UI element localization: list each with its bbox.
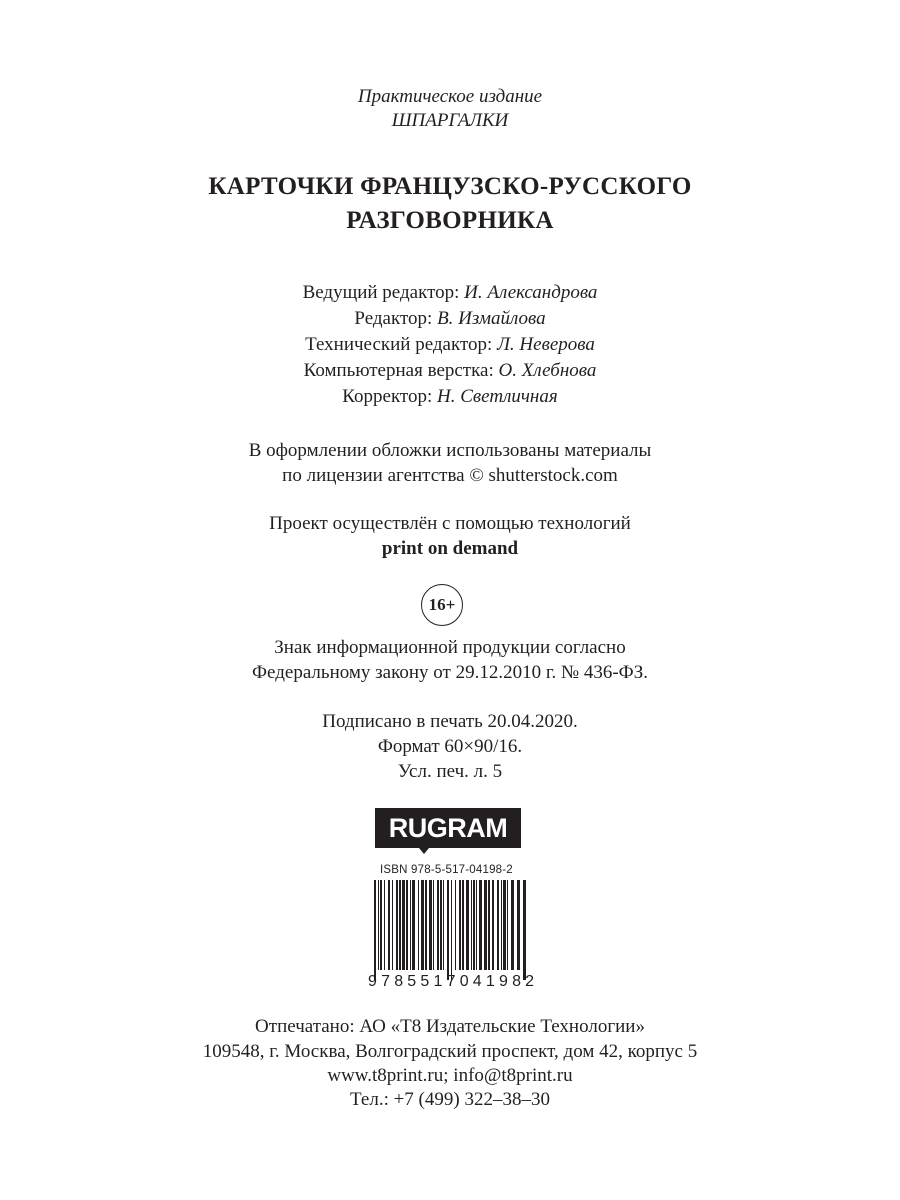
barcode-bar	[523, 880, 526, 980]
cover-note-line2: по лицензии агентства © shutterstock.com	[282, 465, 618, 486]
barcode-bar	[399, 880, 401, 970]
rugram-logo: RUGRAM	[375, 808, 521, 848]
barcode-bar	[476, 880, 477, 970]
barcode-bar	[402, 880, 405, 970]
credit-line	[0, 280, 900, 306]
barcode-bar	[384, 880, 385, 970]
barcode-bar	[388, 880, 390, 970]
book-title-line2: РАЗГОВОРНИКА	[346, 207, 554, 234]
format: Формат 60×90/16.	[377, 736, 523, 757]
barcode-bar	[497, 880, 499, 970]
barcode-bar	[378, 880, 379, 970]
series-name: ШПАРГАЛКИ	[391, 110, 509, 131]
barcode-bar	[406, 880, 408, 970]
credit-line	[0, 306, 900, 332]
barcode-bar	[412, 880, 415, 970]
credit-role: Редактор:	[354, 308, 438, 329]
credit-name: В. Измайлова	[437, 308, 546, 329]
law-note-line2: Федеральному закону от 29.12.2010 г. № 436-ФЗ.	[252, 662, 648, 683]
series-type: Практическое издание	[357, 86, 543, 107]
barcode-bar	[466, 880, 469, 970]
barcode-bar	[392, 880, 393, 970]
credit-role: Технический редактор:	[305, 334, 498, 355]
barcode-bar	[429, 880, 432, 970]
credit-name: О. Хлебнова	[498, 360, 597, 381]
barcode-bar	[425, 880, 427, 970]
barcode-bar	[410, 880, 411, 970]
credit-role: Компьютерная верстка:	[303, 360, 499, 381]
barcode-bar	[451, 880, 452, 980]
barcode-bar	[511, 880, 514, 970]
book-title-line1: КАРТОЧКИ ФРАНЦУЗСКО-РУССКОГО	[208, 173, 692, 200]
barcode-bar	[455, 880, 456, 970]
barcode	[374, 880, 532, 980]
barcode-bar	[443, 880, 444, 970]
barcode-bar	[462, 880, 464, 970]
barcode-bar	[396, 880, 398, 970]
barcode-bar	[440, 880, 442, 970]
barcode-bar	[374, 880, 376, 980]
print-sheets: Усл. печ. л. 5	[397, 761, 503, 782]
barcode-bar	[437, 880, 439, 970]
barcode-bar	[380, 880, 382, 970]
credit-role: Ведущий редактор:	[302, 282, 465, 303]
credit-name: Н. Светличная	[437, 386, 558, 407]
printer-line3: www.t8print.ru; info@t8print.ru	[327, 1065, 573, 1086]
project-line2: print on demand	[381, 538, 519, 559]
barcode-bar	[418, 880, 419, 970]
barcode-bar	[433, 880, 434, 970]
barcode-bar	[507, 880, 508, 970]
barcode-bar	[517, 880, 520, 970]
barcode-bar	[492, 880, 494, 970]
printer-line1: Отпечатано: АО «Т8 Издательские Технологии»	[255, 1016, 645, 1037]
barcode-bar	[488, 880, 490, 970]
credit-line	[0, 384, 900, 410]
credit-line	[0, 358, 900, 384]
credit-line	[0, 332, 900, 358]
barcode-bar	[503, 880, 506, 970]
age-rating-badge: 16+	[421, 584, 463, 626]
barcode-bar	[421, 880, 424, 970]
project-line1: Проект осуществлён с помощью технологий	[269, 513, 631, 534]
isbn-text: ISBN 978-5-517-04198-2	[380, 864, 513, 876]
printer-line2: 109548, г. Москва, Волгоградский проспект, дом 42, корпус 5	[202, 1041, 698, 1062]
barcode-bar	[471, 880, 472, 970]
credit-role: Корректор:	[342, 386, 438, 407]
credit-name: И. Александрова	[464, 282, 598, 303]
law-note-line1: Знак информационной продукции согласно	[274, 637, 626, 658]
cover-note-line1: В оформлении обложки использованы материалы	[248, 440, 652, 461]
barcode-bar	[473, 880, 475, 970]
printer-line4: Тел.: +7 (499) 322–38–30	[350, 1089, 550, 1110]
signed-date: Подписано в печать 20.04.2020.	[322, 711, 578, 732]
barcode-bar	[484, 880, 487, 970]
credit-name: Л. Неверова	[497, 334, 595, 355]
barcode-bar	[459, 880, 461, 970]
barcode-bar	[501, 880, 502, 970]
barcode-bar	[479, 880, 482, 970]
barcode-bar	[447, 880, 449, 980]
ean-digits: 9785517041982	[368, 973, 539, 990]
